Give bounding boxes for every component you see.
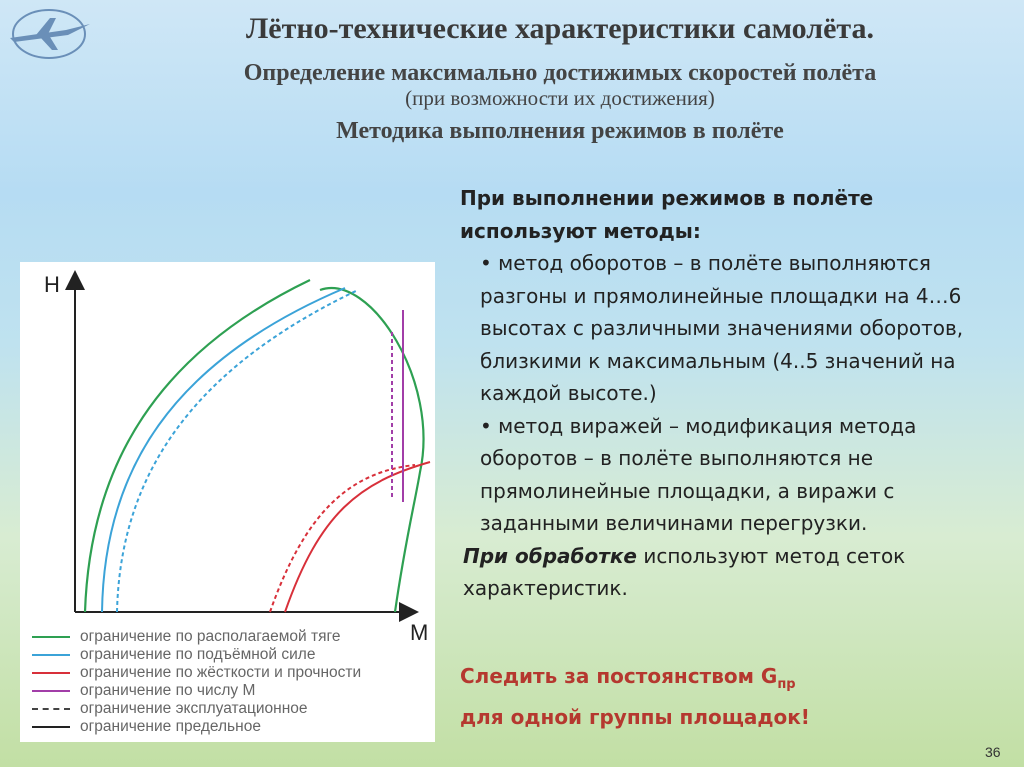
processing-rest: используют метод сеток характеристик. — [463, 543, 906, 600]
methods-text — [460, 182, 1010, 605]
legend-swatch — [32, 726, 70, 728]
legend-item-mach — [32, 682, 432, 700]
page-number: 36 — [985, 744, 1001, 760]
footer-note-line1 — [460, 660, 1020, 701]
legend-swatch — [32, 636, 70, 638]
footer-note-line2: для одной группы площадок! — [460, 705, 810, 729]
aircraft-logo-icon — [6, 4, 92, 64]
footer-note-line1-text: Следить за постоянством G — [460, 664, 778, 688]
subtitle: Определение максимально достижимых скоростей полёта — [243, 60, 877, 86]
methods-heading-line1: При выполнении режимов в полёте — [460, 186, 874, 210]
legend-swatch — [32, 708, 70, 710]
methods-heading-line2: используют методы: — [460, 218, 701, 243]
processing-text — [460, 540, 1010, 605]
lift-limit-curve — [102, 288, 345, 612]
bullet-turn-method: • метод виражей – модификация метода оборотов – в полёте выполняются не прямолинейные площадки, а виражи с заданными величинами перегрузки. — [480, 413, 917, 535]
subtitle-note: (при возможности их достижения) — [405, 86, 715, 110]
legend-label: ограничение по числу М — [80, 682, 256, 699]
bullet-rpm-method: • метод оборотов – в полёте выполняются разгоны и прямолинейные площадки на 4…6 высотах с различными значениями оборотов, близкими к максимальным (4..5 значений на каждой высоте.) — [480, 251, 964, 405]
legend-item-operational — [32, 700, 432, 718]
lift-limit-dashed-curve — [117, 290, 358, 612]
legend-item-thrust — [32, 628, 432, 646]
legend-swatch — [32, 654, 70, 656]
legend-label: ограничение по располагаемой тяге — [80, 628, 341, 645]
thrust-limit-curve-right — [320, 288, 424, 612]
thrust-limit-curve — [85, 280, 310, 612]
legend-label: ограничение эксплуатационное — [80, 700, 308, 717]
footer-note-subscript: пр — [777, 677, 796, 692]
page-title: Лётно-технические характеристики самолёта. — [245, 12, 875, 45]
legend-label: ограничение по подъёмной силе — [80, 646, 316, 663]
legend-label: ограничение по жёсткости и прочности — [80, 664, 362, 681]
legend-label: ограничение предельное — [80, 718, 261, 735]
processing-bold: При обработке — [463, 543, 637, 568]
footer-note — [460, 660, 1020, 733]
x-axis-label: M — [410, 620, 429, 645]
legend-item-strength — [32, 664, 432, 682]
diagram-legend — [32, 628, 432, 736]
section-title: Методика выполнения режимов в полёте — [336, 118, 784, 144]
strength-limit-dashed-curve — [270, 465, 415, 612]
legend-item-lift — [32, 646, 432, 664]
legend-item-ultimate — [32, 718, 432, 736]
legend-swatch — [32, 690, 70, 692]
legend-swatch — [32, 672, 70, 674]
y-axis-label: H — [44, 272, 60, 297]
